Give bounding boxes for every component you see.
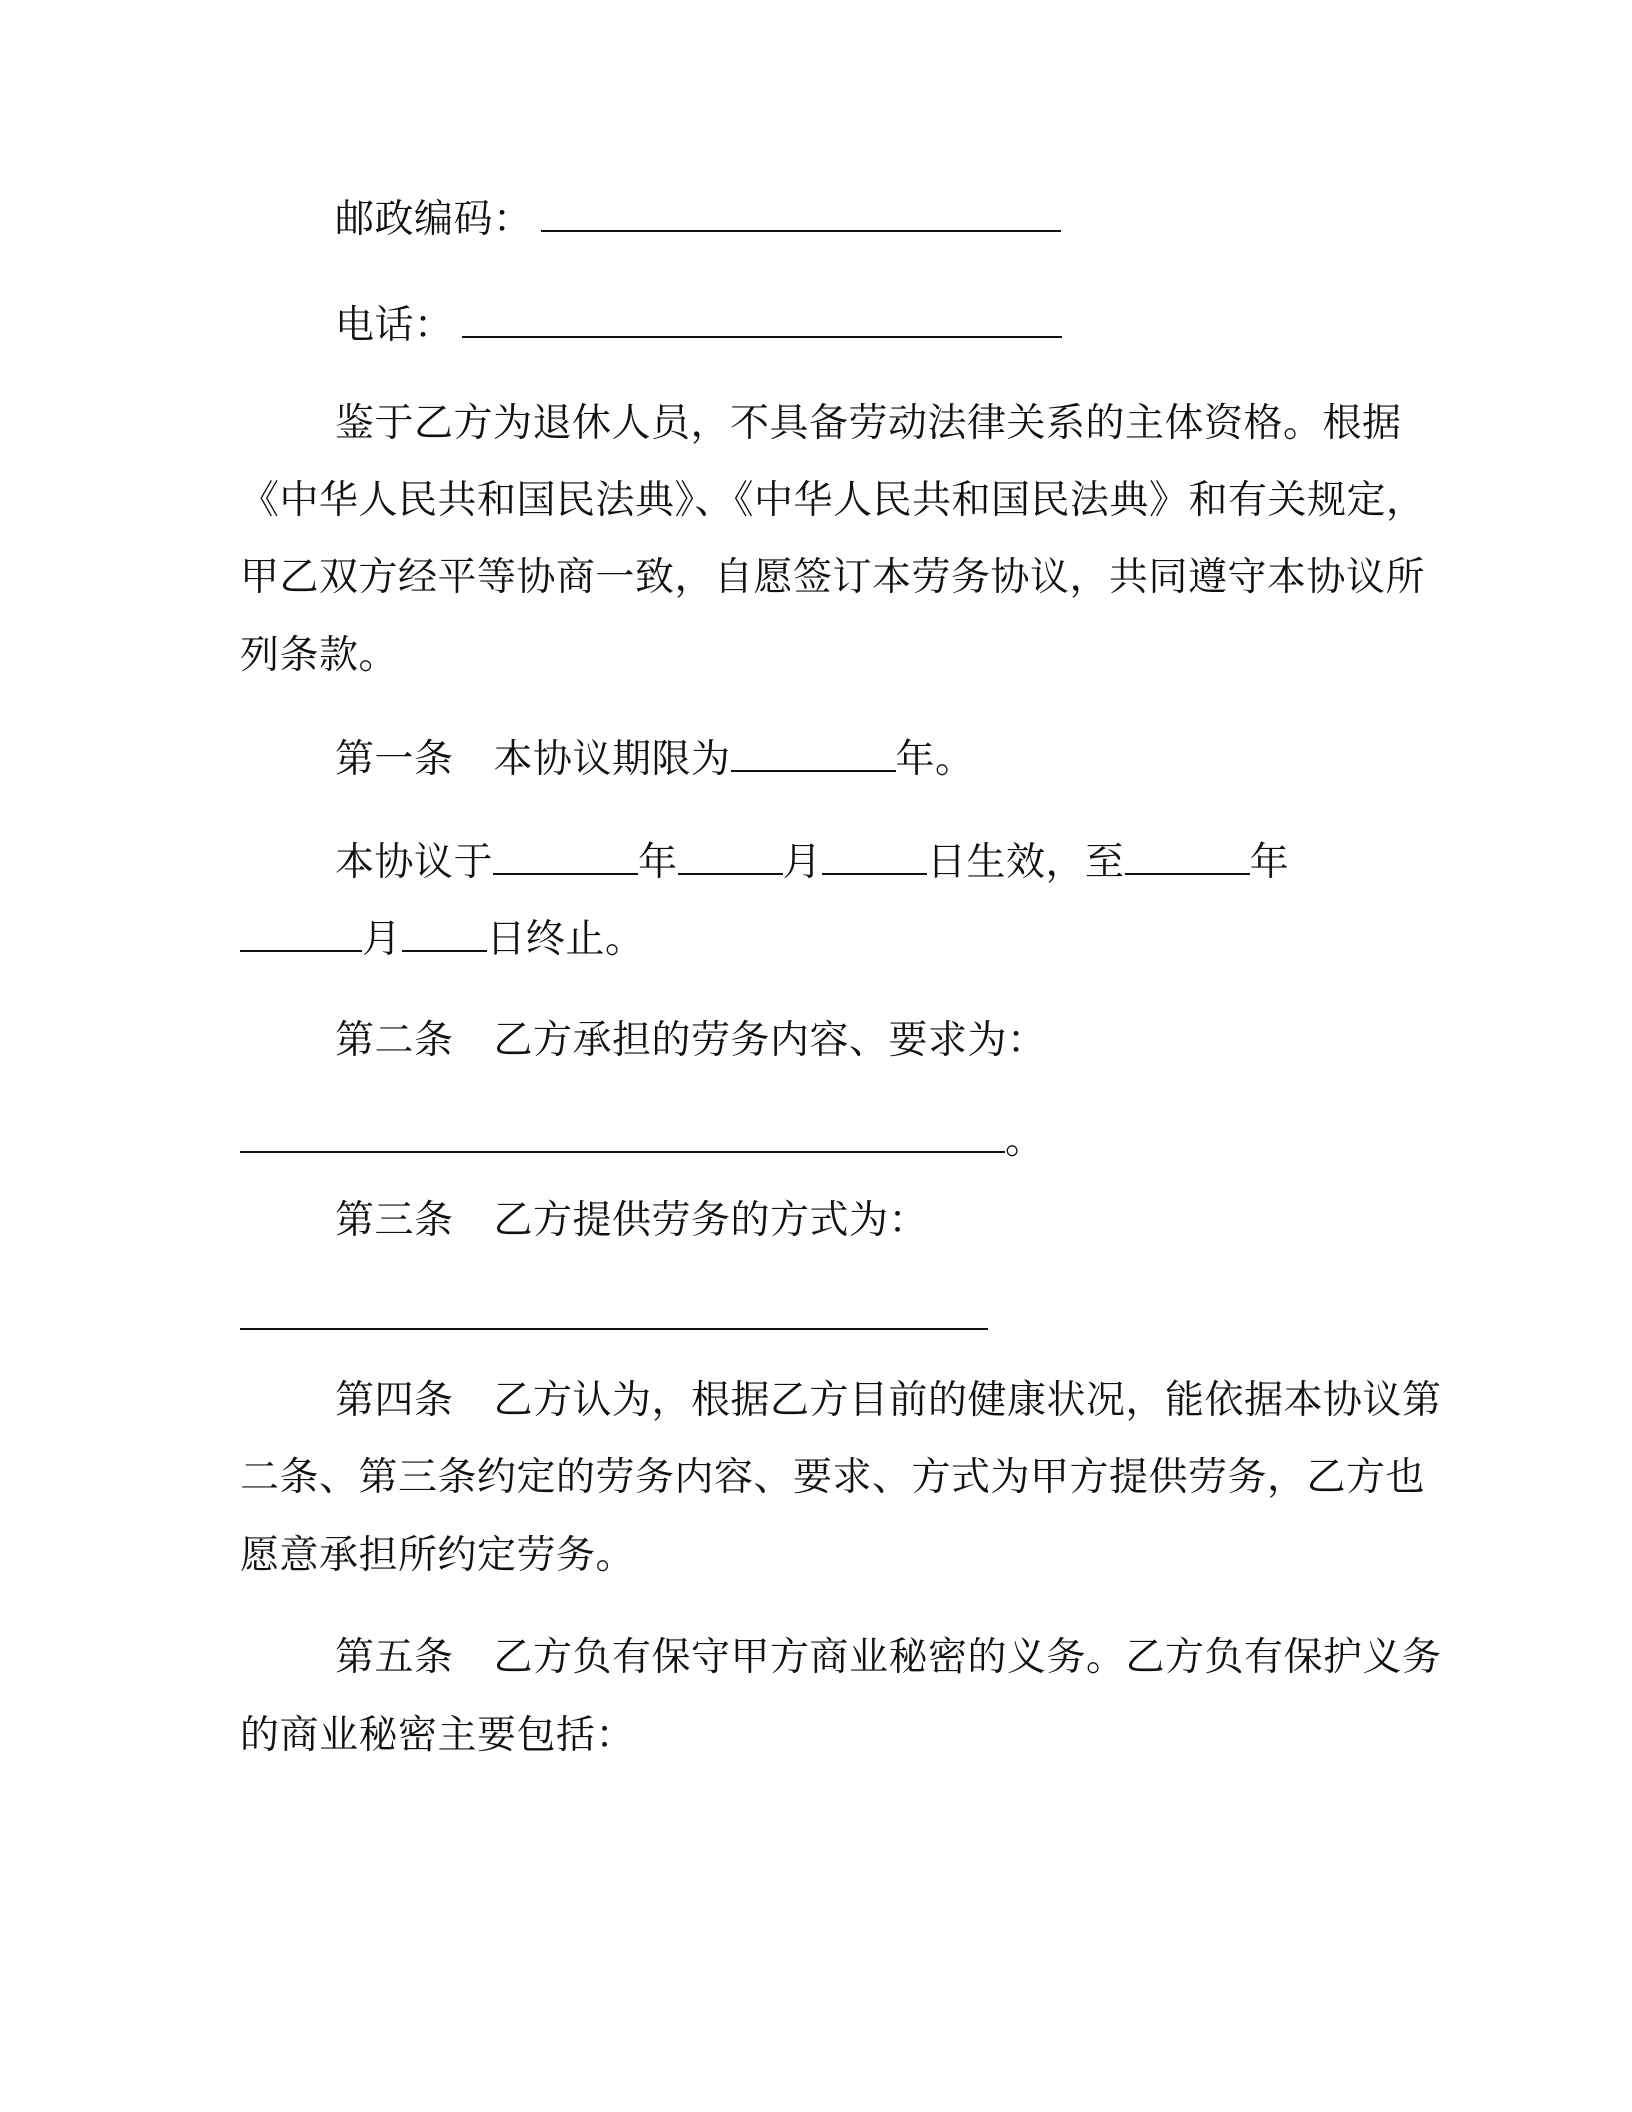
article-3-title: 第三条: [335, 1198, 454, 1243]
term-years-blank[interactable]: [731, 732, 896, 772]
article-1-end: 年。: [895, 737, 975, 782]
article-4-title: 第四条: [335, 1378, 454, 1423]
postal-code-line: [335, 192, 1061, 246]
article-3-line: [335, 1195, 928, 1247]
intro-line-2: 《中华人民共和国民法典》、《中华人民共和国民法典》和有关规定，: [240, 478, 1426, 523]
article-2-blank-line: [240, 1113, 1045, 1167]
article-4-line-1: [335, 1375, 1442, 1427]
effective-text-d: 日生效，至: [927, 840, 1125, 885]
effective-text-b: 年: [638, 840, 678, 885]
article-5-line-2: 的商业秘密主要包括：: [240, 1713, 636, 1758]
phone-line: [335, 298, 1062, 352]
end-year-blank[interactable]: [1125, 835, 1250, 875]
article-1-text: 本协议期限为: [493, 737, 731, 782]
end-text-b: 日终止。: [486, 917, 645, 962]
article-3-blank-line: [240, 1290, 988, 1344]
phone-label: 电话：: [335, 303, 454, 348]
article-2-line: [335, 1015, 1047, 1067]
article-2-title: 第二条: [335, 1018, 454, 1063]
article-2-end: 。: [1005, 1118, 1045, 1163]
article-2-text: 乙方承担的劳务内容、要求为：: [493, 1018, 1047, 1063]
service-content-blank[interactable]: [240, 1113, 1005, 1153]
intro-line-4: 列条款。: [240, 633, 399, 678]
end-day-blank[interactable]: [402, 912, 487, 952]
intro-line-1: 鉴于乙方为退休人员，不具备劳动法律关系的主体资格。根据: [335, 401, 1402, 446]
article-1-line: [335, 732, 975, 786]
article-5-line-1: [335, 1632, 1442, 1684]
article-5-text-1: 乙方负有保守甲方商业秘密的义务。乙方负有保护义务: [493, 1635, 1442, 1680]
article-3-text: 乙方提供劳务的方式为：: [493, 1198, 929, 1243]
article-4-line-3: 愿意承担所约定劳务。: [240, 1533, 636, 1578]
start-month-blank[interactable]: [678, 835, 783, 875]
article-5-title: 第五条: [335, 1635, 454, 1680]
article-4-line-2: 二条、第三条约定的劳务内容、要求、方式为甲方提供劳务，乙方也: [240, 1455, 1426, 1500]
effective-text-e: 年: [1249, 840, 1290, 885]
intro-line-3: 甲乙双方经平等协商一致，自愿签订本劳务协议，共同遵守本协议所: [240, 555, 1426, 600]
postal-code-label: 邮政编码：: [335, 197, 533, 242]
article-4-text-1: 乙方认为，根据乙方目前的健康状况，能依据本协议第: [493, 1378, 1442, 1423]
end-month-blank[interactable]: [240, 912, 362, 952]
end-text-a: 月: [362, 917, 402, 962]
service-method-blank[interactable]: [240, 1290, 988, 1330]
start-day-blank[interactable]: [822, 835, 927, 875]
phone-blank[interactable]: [462, 298, 1062, 338]
postal-code-blank[interactable]: [541, 192, 1061, 232]
start-year-blank[interactable]: [493, 835, 638, 875]
article-1-title: 第一条: [335, 737, 454, 782]
effective-date-line: [335, 835, 1289, 889]
effective-text-c: 月: [782, 840, 823, 885]
effective-text-a: 本协议于: [335, 840, 494, 885]
end-date-line: [240, 912, 645, 966]
